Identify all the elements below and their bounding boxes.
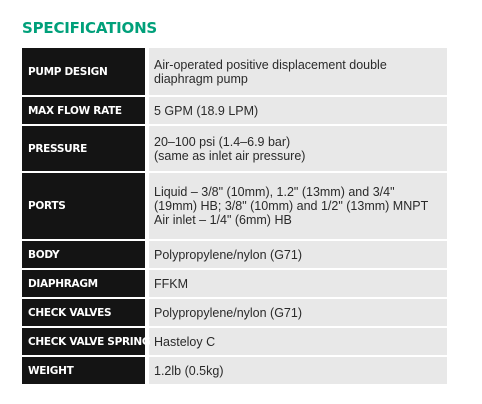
spec-value-line: Air inlet – 1/4" (6mm) HB — [154, 213, 292, 227]
spec-value — [147, 48, 447, 96]
spec-value-line: 20–100 psi (1.4–6.9 bar) — [154, 134, 291, 149]
spec-row-check-valve-spring — [22, 327, 447, 356]
spec-value — [147, 269, 447, 298]
spec-value-line: Polypropylene/nylon (G71) — [154, 247, 302, 262]
spec-value-line: Liquid – 3/8" (10mm), 1.2" (13mm) and 3/4" — [154, 185, 395, 199]
spec-value — [147, 96, 447, 125]
spec-label: PUMP DESIGN — [22, 48, 147, 96]
spec-value-line: 5 GPM (18.9 LPM) — [154, 103, 259, 118]
spec-value-line: FFKM — [154, 276, 189, 291]
spec-label: PORTS — [22, 172, 147, 240]
spec-row-max-flow-rate — [22, 96, 447, 125]
spec-label: DIAPHRAGM — [22, 269, 147, 298]
spec-label: WEIGHT — [22, 356, 147, 385]
spec-row-pressure — [22, 125, 447, 172]
spec-label: MAX FLOW RATE — [22, 96, 147, 125]
spec-value-line: 1.2lb (0.5kg) — [154, 363, 224, 378]
spec-value — [147, 125, 447, 172]
spec-row-check-valves — [22, 298, 447, 327]
specifications-table — [22, 48, 447, 386]
spec-value-line: Hasteloy C — [154, 334, 216, 349]
spec-value-line: (same as inlet air pressure) — [154, 148, 306, 163]
spec-label: CHECK VALVE SPRING — [22, 327, 147, 356]
spec-label: BODY — [22, 240, 147, 269]
spec-value-line: Polypropylene/nylon (G71) — [154, 305, 302, 320]
spec-value-line: diaphragm pump — [154, 71, 248, 86]
spec-row-weight — [22, 356, 447, 385]
spec-value-line: (19mm) HB; 3/8" (10mm) and 1/2" (13mm) MNPT — [154, 199, 429, 213]
spec-row-body — [22, 240, 447, 269]
spec-value — [147, 356, 447, 385]
spec-row-pump-design — [22, 48, 447, 96]
specifications-heading: SPECIFICATIONS — [22, 19, 158, 37]
spec-row-ports — [22, 172, 447, 240]
spec-value — [147, 240, 447, 269]
spec-value-line: Air-operated positive displacement double — [154, 57, 387, 72]
spec-value — [147, 298, 447, 327]
spec-value — [147, 172, 447, 240]
spec-value — [147, 327, 447, 356]
spec-label: PRESSURE — [22, 125, 147, 172]
spec-row-diaphragm — [22, 269, 447, 298]
spec-label: CHECK VALVES — [22, 298, 147, 327]
